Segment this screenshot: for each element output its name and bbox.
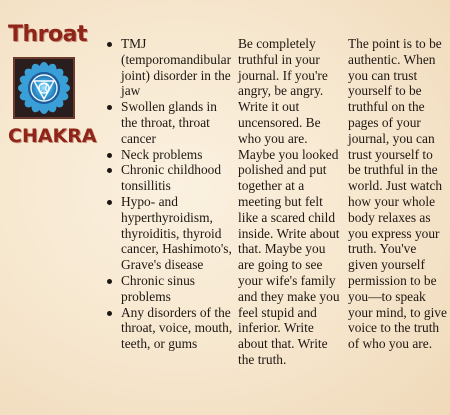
list-item: Chronic sinus problems	[104, 273, 234, 305]
authenticity-paragraph: The point is to be authentic. When you can trust yourself to be truthful on the pages of your journal, you can trust yourself to be truthful in the world. Just watch how your whole body relaxes as you express your truth. You've given yourself permission to be you—to speak your mind, to give voice to the truth of who you are.	[348, 36, 447, 352]
list-item: TMJ (temporomandibular joint) disorder in the jaw	[104, 36, 234, 99]
symptom-list	[104, 36, 234, 352]
symptom-list-column	[104, 36, 234, 352]
chakra-title-bottom: CHAKRA	[8, 125, 97, 147]
list-item: Hypo- and hyperthyroidism, thyroiditis, thyroid cancer, Hashimoto's, Grave's disease	[104, 194, 234, 273]
chakra-sidebar	[0, 0, 97, 415]
list-item: Swollen glands in the throat, throat cancer	[104, 99, 234, 146]
authenticity-column	[348, 36, 448, 352]
list-item: Chronic childhood tonsillitis	[104, 162, 234, 194]
chakra-title-top: Throat	[8, 22, 87, 47]
journal-paragraph: Be completely truthful in your journal. If you're angry, be angry. Write it out uncensored. Be who you are. Maybe you looked polished and put together at a meeting but felt like a scared child inside. Write about that. Maybe you are going to see your wife's family and they make you feel stupid and inferior. Write about that. Write the truth.	[238, 36, 340, 367]
throat-chakra-symbol-icon	[13, 57, 75, 119]
list-item: Neck problems	[104, 147, 234, 163]
journal-advice-column	[238, 36, 342, 368]
list-item: Any disorders of the throat, voice, mouth, teeth, or gums	[104, 305, 234, 352]
